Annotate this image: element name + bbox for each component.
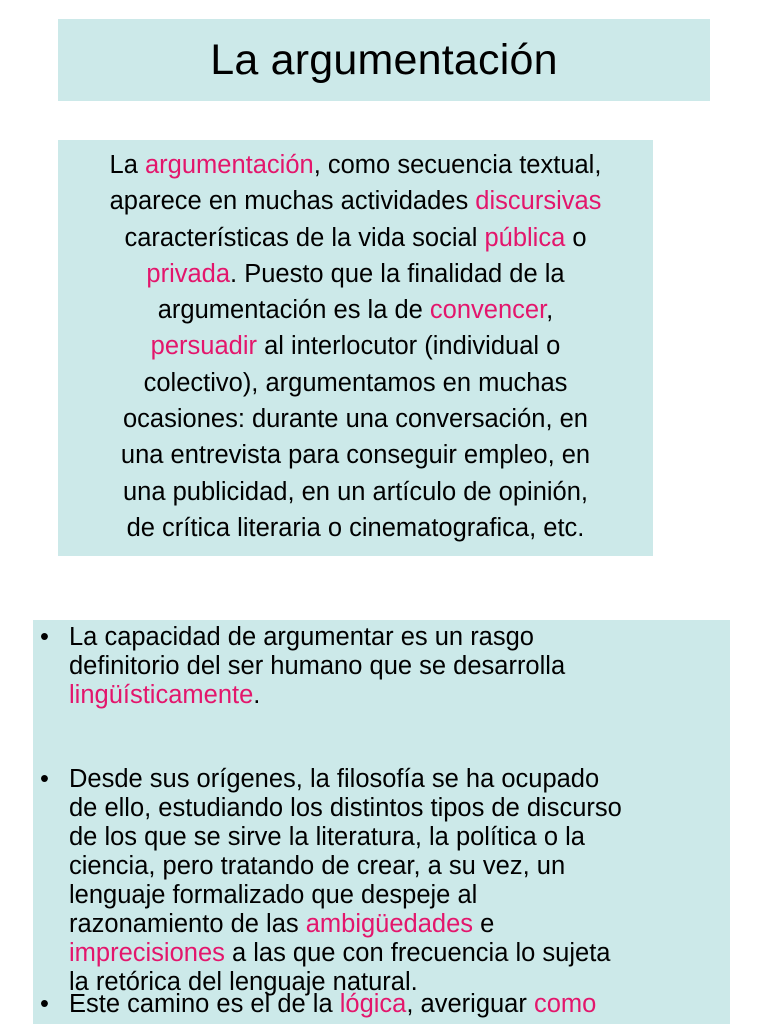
highlighted-term: persuadir (150, 332, 257, 361)
text-segment: una publicidad, en un artículo de opinión, (122, 477, 588, 506)
text-line (69, 623, 565, 652)
highlighted-term: lingüísticamente (69, 681, 254, 709)
text-line (69, 990, 596, 1019)
bullet-text (69, 765, 622, 997)
bullet-text (69, 623, 565, 710)
text-line (69, 765, 622, 794)
text-segment: e (473, 910, 495, 938)
text-segment: ciencia, pero tratando de crear, a su vez, un (69, 852, 566, 880)
text-line (58, 256, 653, 292)
text-segment: Desde sus orígenes, la filosofía se ha ocupado (69, 765, 600, 793)
text-segment: , averiguar (406, 990, 534, 1018)
text-line (58, 328, 653, 364)
text-line (69, 823, 622, 852)
text-line (58, 147, 653, 183)
highlighted-term: lógica (339, 990, 407, 1018)
title-banner (58, 19, 710, 101)
text-segment: lenguaje formalizado que despeje al (69, 881, 478, 909)
highlighted-term: privada (146, 259, 231, 288)
text-line (69, 852, 622, 881)
text-segment: La capacidad de argumentar es un rasgo (69, 623, 534, 651)
highlighted-term: ambigüedades (305, 910, 474, 938)
text-segment: de crítica literaria o cinematografica, etc. (126, 513, 585, 542)
text-segment: de ello, estudiando los distintos tipos de discurso (69, 794, 622, 822)
text-segment: La (109, 151, 145, 179)
text-segment: la retórica del lenguaje natural. (69, 968, 418, 996)
text-line (69, 652, 565, 681)
text-segment: a las que con frecuencia lo sujeta (224, 939, 611, 967)
bullet-marker: • (40, 990, 49, 1018)
text-line (69, 881, 622, 910)
highlighted-term: imprecisiones (69, 939, 225, 967)
text-segment: , como secuencia textual, (313, 151, 602, 179)
slide-title: La argumentación (210, 35, 558, 84)
intro-paragraph-box (58, 140, 653, 556)
highlighted-term: discursivas (475, 187, 602, 216)
text-segment: de los que se sirve la literatura, la política o la (69, 823, 585, 851)
text-segment: Este camino es el de la (69, 990, 340, 1018)
text-line (58, 510, 653, 546)
text-segment: colectivo), argumentamos en muchas (143, 368, 568, 397)
text-line (58, 292, 653, 328)
text-segment: razonamiento de las (69, 910, 306, 938)
text-segment: al interlocutor (individual o (256, 332, 561, 361)
text-line (69, 910, 622, 939)
text-segment: . Puesto que la finalidad de la (230, 259, 565, 288)
text-line (69, 681, 565, 710)
text-line (58, 220, 653, 256)
text-segment: argumentación es la de (157, 296, 430, 325)
text-segment: , (546, 296, 554, 325)
text-segment: o (565, 223, 587, 252)
text-segment: aparece en muchas actividades (109, 187, 476, 216)
bullet-text (69, 990, 596, 1019)
text-line (58, 474, 653, 510)
text-segment: definitorio del ser humano que se desarrolla (69, 652, 566, 680)
text-line (58, 183, 653, 219)
text-line (58, 401, 653, 437)
highlighted-term: argumentación (145, 151, 314, 179)
highlighted-term: como (533, 990, 597, 1018)
text-line (69, 939, 622, 968)
text-line (69, 794, 622, 823)
text-segment: . (253, 681, 261, 709)
text-segment: una entrevista para conseguir empleo, en (120, 441, 591, 470)
text-line (58, 365, 653, 401)
text-segment: ocasiones: durante una conversación, en (123, 405, 588, 434)
bullet-marker: • (40, 623, 49, 651)
bullet-list-box (33, 620, 730, 1024)
bullet-marker: • (40, 765, 49, 793)
highlighted-term: convencer (429, 296, 547, 325)
text-line (58, 437, 653, 473)
highlighted-term: pública (484, 223, 566, 252)
text-segment: características de la vida social (124, 223, 485, 252)
